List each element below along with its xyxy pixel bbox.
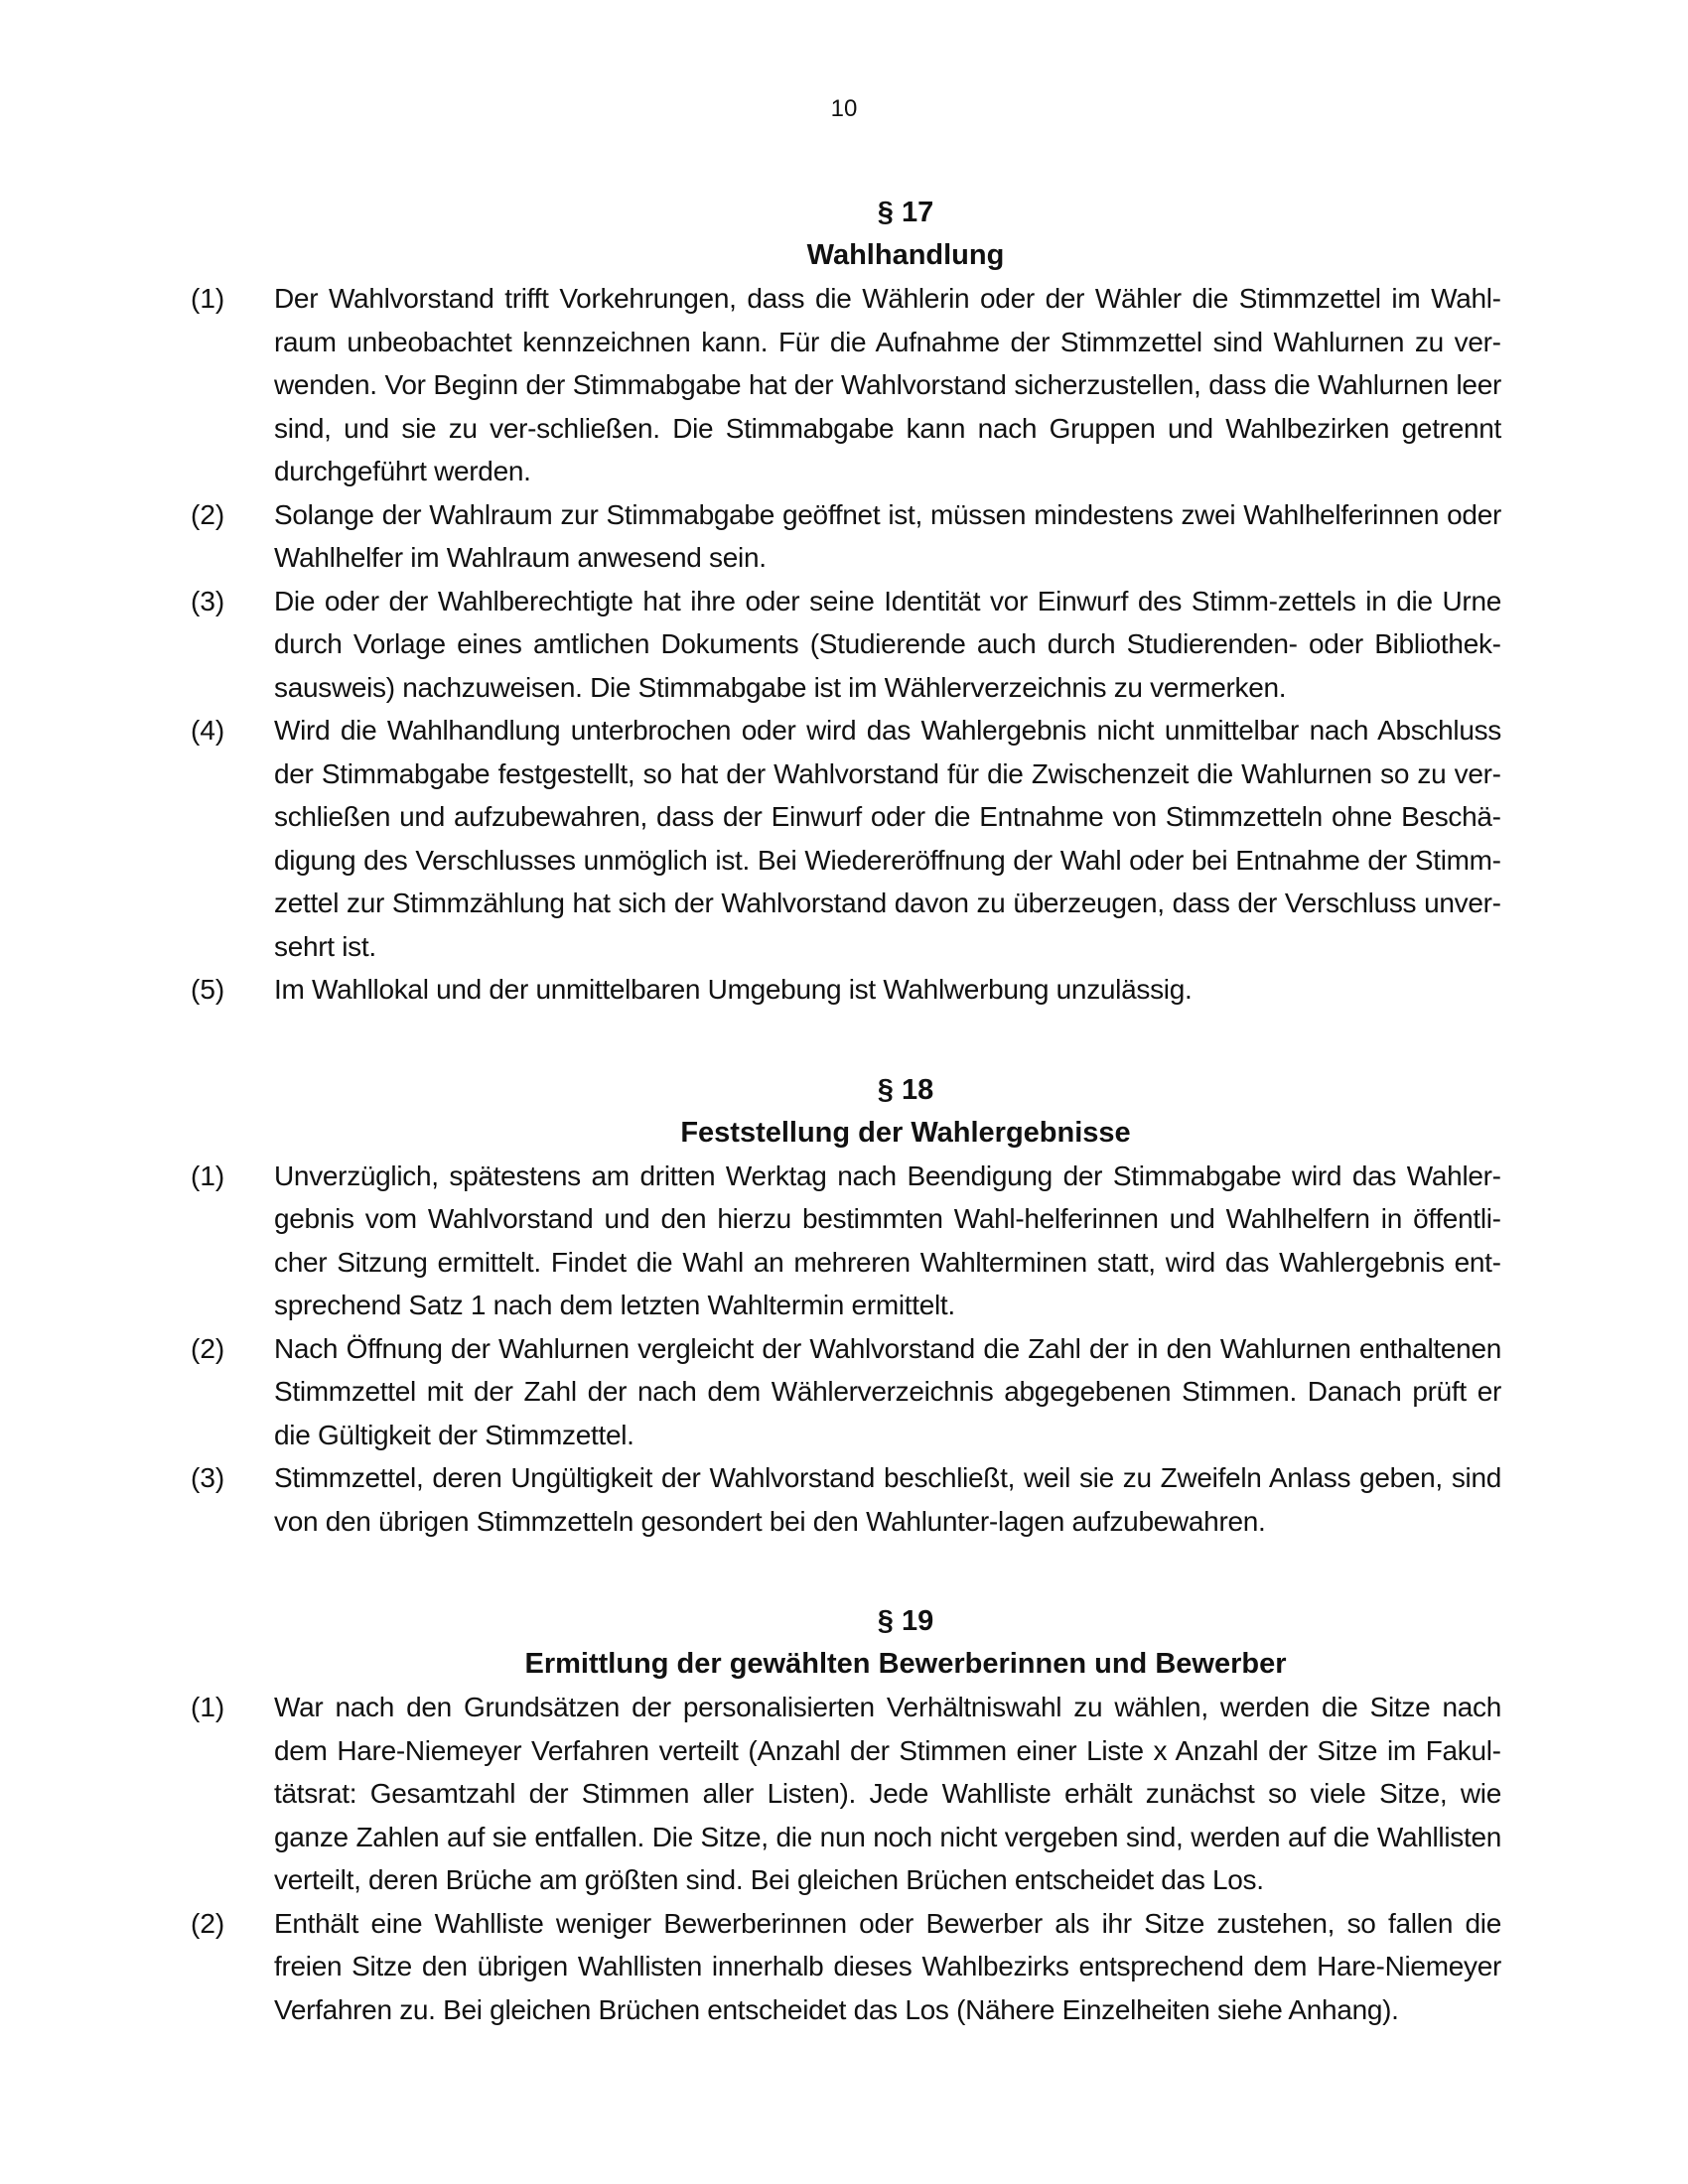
paragraph-number: (1) (191, 283, 225, 314)
section-17 (191, 192, 1501, 1012)
paragraph-number: (2) (191, 1332, 225, 1364)
paragraph-text: Enthält eine Wahlliste weniger Bewerberinnen oder Bewerber als ihr Sitze zustehen, so fallen die freien Sitze den übrigen Wahllisten innerhalb dieses Wahlbezirks entsprechend dem Hare-Niemeyer Verfahren zu. Bei gleichen Brüchen entscheidet das Los (Nähere Einzelheiten siehe Anhang). (274, 1907, 1501, 2025)
section-title: Ermittlung der gewählten Bewerberinnen und Bewerber (524, 1648, 1287, 1680)
document-body (191, 192, 1501, 2089)
paragraph-text: Solange der Wahlraum zur Stimmabgabe geöffnet ist, müssen mindestens zwei Wahlhelferinnen oder Wahlhelfer im Wahlraum anwesend sein. (274, 498, 1501, 573)
section-title: Feststellung der Wahlergebnisse (680, 1116, 1131, 1149)
section-number: § 18 (877, 1073, 934, 1106)
paragraph-number: (4) (191, 715, 225, 746)
paragraph-number: (2) (191, 1907, 225, 1939)
paragraph (191, 709, 1501, 968)
paragraph (191, 1327, 1501, 1457)
section-number: § 17 (877, 197, 934, 228)
section-number: § 19 (877, 1605, 934, 1637)
paragraph (191, 277, 1501, 493)
paragraph-number: (3) (191, 585, 225, 616)
paragraph-text: Wird die Wahlhandlung unterbrochen oder wird das Wahlergebnis nicht unmittelbar nach Abschluss der Stimmabgabe festgestellt, so hat der Wahlvorstand für die Zwischenzeit die Wahlurnen so zu verschließen und aufzubewahren, dass der Einwurf oder die Entnahme von Stimmzetteln ohne Beschädigung des Verschlusses unmöglich ist. Bei Wiedereröffnung der Wahl oder bei Entnahme der Stimmzettel zur Stimmzählung hat sich der Wahlvorstand davon zu überzeugen, dass der Verschluss unversehrt ist. (274, 715, 1501, 962)
paragraph-number: (1) (191, 1160, 225, 1191)
section-title: Wahlhandlung (806, 239, 1005, 271)
paragraph (191, 1686, 1501, 1902)
paragraph-text: Stimmzettel, deren Ungültigkeit der Wahlvorstand beschließt, weil sie zu Zweifeln Anlass geben, sind von den übrigen Stimmzetteln gesondert bei den Wahlunter-lagen aufzubewahren. (274, 1462, 1501, 1537)
paragraph (191, 1155, 1501, 1327)
paragraph-text: Unverzüglich, spätestens am dritten Werktag nach Beendigung der Stimmabgabe wird das Wahlergebnis vom Wahlvorstand und den hierzu bestimmten Wahl-helferinnen und Wahlhelfern in öffentlicher Sitzung ermittelt. Findet die Wahl an mehreren Wahlterminen statt, wird das Wahlergebnis entsprechend Satz 1 nach dem letzten Wahltermin ermittelt. (274, 1160, 1501, 1320)
paragraph (191, 493, 1501, 580)
paragraph (191, 1902, 1501, 2032)
paragraph-number: (1) (191, 1692, 225, 1722)
paragraph-number: (2) (191, 498, 225, 530)
paragraph (191, 1456, 1501, 1543)
section-18 (191, 1069, 1501, 1544)
paragraph-number: (3) (191, 1462, 225, 1493)
paragraph (191, 580, 1501, 710)
paragraph-text: Nach Öffnung der Wahlurnen vergleicht der Wahlvorstand die Zahl der in den Wahlurnen enthaltenen Stimmzettel mit der Zahl der nach dem Wählerverzeichnis abgegebenen Stimmen. Danach prüft er die Gültigkeit der Stimmzettel. (274, 1332, 1501, 1450)
page-number: 10 (830, 95, 858, 122)
section-19 (191, 1600, 1501, 2031)
paragraph-text: Die oder der Wahlberechtigte hat ihre oder seine Identität vor Einwurf des Stimm-zettels in die Urne durch Vorlage eines amtlichen Dokuments (Studierende auch durch Studierenden- oder Bibliotheksausweis) nachzuweisen. Die Stimmabgabe ist im Wählerverzeichnis zu vermerken. (274, 585, 1501, 703)
paragraph-text: War nach den Grundsätzen der personalisierten Verhältniswahl zu wählen, werden die Sitze nach dem Hare-Niemeyer Verfahren verteilt (Anzahl der Stimmen einer Liste x Anzahl der Sitze im Fakultätsrat: Gesamtzahl der Stimmen aller Listen). Jede Wahlliste erhält zunächst so viele Sitze, wie ganze Zahlen auf sie entfallen. Die Sitze, die nun noch nicht vergeben sind, werden auf die Wahllisten verteilt, deren Brüche am größten sind. Bei gleichen Brüchen entscheidet das Los. (274, 1692, 1501, 1895)
paragraph-text: Der Wahlvorstand trifft Vorkehrungen, dass die Wählerin oder der Wähler die Stimmzettel im Wahlraum unbeobachtet kennzeichnen kann. Für die Aufnahme der Stimmzettel sind Wahlurnen zu verwenden. Vor Beginn der Stimmabgabe hat der Wahlvorstand sicherzustellen, dass die Wahlurnen leer sind, und sie zu ver-schließen. Die Stimmabgabe kann nach Gruppen und Wahlbezirken getrennt durchgeführt werden. (274, 283, 1501, 486)
paragraph-number: (5) (191, 974, 225, 1005)
paragraph-text: Im Wahllokal und der unmittelbaren Umgebung ist Wahlwerbung unzulässig. (274, 974, 1193, 1005)
paragraph (191, 968, 1501, 1012)
